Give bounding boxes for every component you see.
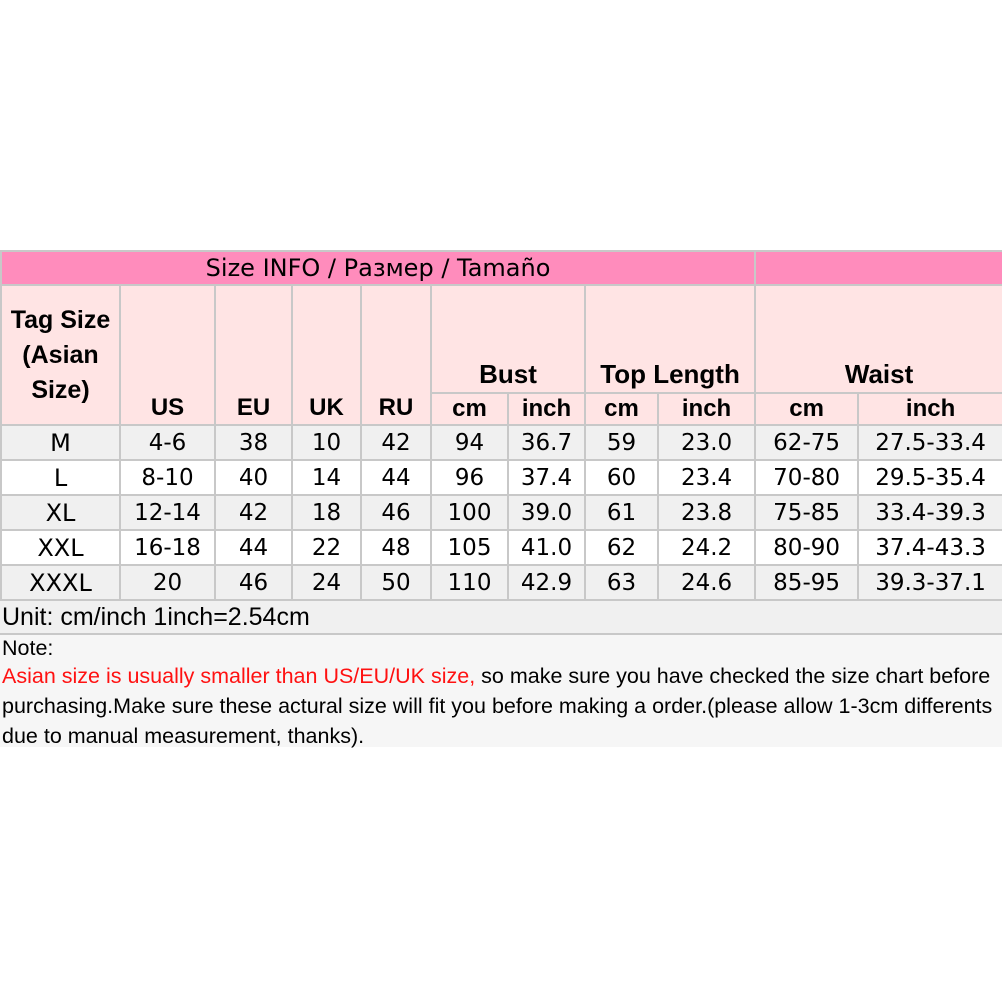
cell-bust-cm: 110 — [431, 565, 508, 600]
cell-tag: XXXL — [1, 565, 120, 600]
cell-length-inch: 24.6 — [658, 565, 755, 600]
cell-ru: 50 — [361, 565, 431, 600]
cell-length-cm: 63 — [585, 565, 658, 600]
cell-uk: 14 — [292, 460, 361, 495]
cell-waist-cm: 80-90 — [755, 530, 858, 565]
header-length-cm: cm — [585, 393, 658, 425]
cell-bust-cm: 96 — [431, 460, 508, 495]
cell-waist-inch: 33.4-39.3 — [858, 495, 1002, 530]
cell-bust-cm: 94 — [431, 425, 508, 460]
header-eu: EU — [215, 285, 292, 425]
cell-uk: 18 — [292, 495, 361, 530]
cell-ru: 44 — [361, 460, 431, 495]
cell-tag: M — [1, 425, 120, 460]
cell-length-cm: 62 — [585, 530, 658, 565]
cell-length-cm: 59 — [585, 425, 658, 460]
cell-us: 16-18 — [120, 530, 215, 565]
cell-us: 12-14 — [120, 495, 215, 530]
cell-eu: 38 — [215, 425, 292, 460]
cell-waist-cm: 62-75 — [755, 425, 858, 460]
cell-bust-inch: 36.7 — [508, 425, 585, 460]
cell-eu: 46 — [215, 565, 292, 600]
table-row — [1, 530, 1002, 565]
cell-eu: 44 — [215, 530, 292, 565]
header-top-length: Top Length — [585, 285, 755, 393]
cell-tag: XL — [1, 495, 120, 530]
header-bust-inch: inch — [508, 393, 585, 425]
note-warning: Asian size is usually smaller than US/EU/UK size, — [2, 664, 476, 688]
cell-uk: 22 — [292, 530, 361, 565]
header-bust-cm: cm — [431, 393, 508, 425]
header-length-inch: inch — [658, 393, 755, 425]
cell-bust-inch: 42.9 — [508, 565, 585, 600]
cell-waist-cm: 70-80 — [755, 460, 858, 495]
cell-length-cm: 60 — [585, 460, 658, 495]
chart-title: Size INFO / Размер / Tamaño — [1, 251, 755, 285]
table-row — [1, 425, 1002, 460]
cell-bust-cm: 105 — [431, 530, 508, 565]
table-row — [1, 565, 1002, 600]
note-label: Note: — [2, 636, 54, 660]
cell-uk: 10 — [292, 425, 361, 460]
cell-length-inch: 24.2 — [658, 530, 755, 565]
cell-us: 4-6 — [120, 425, 215, 460]
title-bar-spacer — [755, 251, 1002, 285]
header-waist-cm: cm — [755, 393, 858, 425]
cell-length-inch: 23.4 — [658, 460, 755, 495]
header-waist-inch: inch — [858, 393, 1002, 425]
cell-bust-inch: 41.0 — [508, 530, 585, 565]
header-bust: Bust — [431, 285, 585, 393]
cell-ru: 48 — [361, 530, 431, 565]
cell-waist-inch: 37.4-43.3 — [858, 530, 1002, 565]
cell-bust-cm: 100 — [431, 495, 508, 530]
cell-uk: 24 — [292, 565, 361, 600]
note-text: so make sure you have checked the size chart before purchasing.Make sure these actural size will fit you before making a order.(please allow 1-3cm differents due to manual measurement, thanks). — [2, 664, 993, 748]
cell-us: 20 — [120, 565, 215, 600]
size-chart — [0, 250, 1002, 747]
cell-us: 8-10 — [120, 460, 215, 495]
cell-eu: 42 — [215, 495, 292, 530]
header-us: US — [120, 285, 215, 425]
notes-block — [0, 635, 1002, 747]
cell-length-cm: 61 — [585, 495, 658, 530]
header-waist: Waist — [755, 285, 1002, 393]
size-table — [0, 250, 1002, 601]
cell-bust-inch: 37.4 — [508, 460, 585, 495]
cell-bust-inch: 39.0 — [508, 495, 585, 530]
header-uk: UK — [292, 285, 361, 425]
cell-waist-inch: 29.5-35.4 — [858, 460, 1002, 495]
cell-waist-cm: 75-85 — [755, 495, 858, 530]
cell-length-inch: 23.8 — [658, 495, 755, 530]
cell-ru: 46 — [361, 495, 431, 530]
cell-tag: L — [1, 460, 120, 495]
cell-eu: 40 — [215, 460, 292, 495]
table-row — [1, 460, 1002, 495]
cell-tag: XXL — [1, 530, 120, 565]
header-ru: RU — [361, 285, 431, 425]
unit-line: Unit: cm/inch 1inch=2.54cm — [0, 601, 1002, 635]
table-row — [1, 495, 1002, 530]
cell-waist-cm: 85-95 — [755, 565, 858, 600]
cell-waist-inch: 39.3-37.1 — [858, 565, 1002, 600]
cell-waist-inch: 27.5-33.4 — [858, 425, 1002, 460]
cell-ru: 42 — [361, 425, 431, 460]
cell-length-inch: 23.0 — [658, 425, 755, 460]
header-tag-size: Tag Size (Asian Size) — [1, 285, 120, 425]
